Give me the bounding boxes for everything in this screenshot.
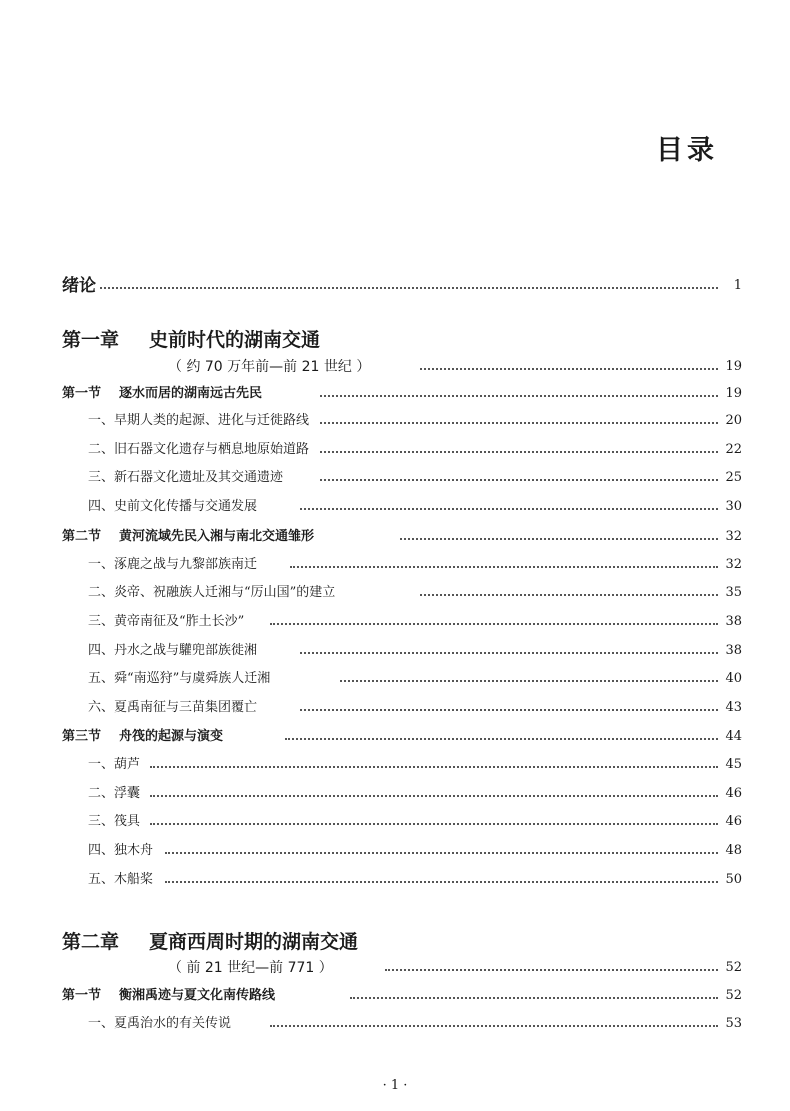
toc-item[interactable] [0, 409, 790, 433]
dot-leader [300, 709, 718, 711]
toc-page-number: 20 [725, 413, 742, 428]
toc-page-number: 38 [725, 643, 742, 658]
toc-item[interactable] [0, 581, 790, 605]
toc-item-label: 四、独木舟 [88, 839, 157, 863]
toc-item[interactable] [0, 438, 790, 462]
toc-page-number: 45 [725, 757, 742, 772]
toc-page-number: 19 [725, 386, 742, 401]
dot-leader [100, 287, 718, 289]
dot-leader [320, 395, 718, 397]
section-number: 第二节 [62, 529, 102, 544]
toc-item-label: 三、黄帝南征及“胙土长沙” [88, 610, 248, 634]
dot-leader [165, 852, 718, 854]
toc-intro-label: 绪论 [62, 274, 100, 298]
toc-section[interactable] [0, 525, 790, 549]
toc-page-number: 22 [725, 442, 742, 457]
toc-chapter-1-subtitle[interactable] [0, 355, 790, 379]
toc-intro[interactable] [0, 274, 790, 298]
toc-item-label: 四、丹水之战与驩兜部族徙湘 [88, 639, 261, 663]
chapter-title: 史前时代的湖南交通 [149, 329, 321, 351]
toc-page-number: 38 [725, 614, 742, 629]
toc-page-number: 30 [725, 499, 742, 514]
toc-item[interactable] [0, 495, 790, 519]
dot-leader [350, 997, 718, 999]
toc-section[interactable] [0, 984, 790, 1008]
chapter-number: 第二章 [62, 931, 120, 953]
dot-leader [320, 422, 718, 424]
chapter-subtitle: （ 约 70 万年前—前 21 世纪 ） [168, 355, 374, 379]
toc-item-label: 五、舜“南巡狩”与虞舜族人迁湘 [88, 667, 274, 691]
toc-item-label: 一、早期人类的起源、进化与迁徙路线 [88, 409, 313, 433]
chapter-heading [62, 930, 362, 954]
toc-page-number: 53 [725, 1016, 742, 1031]
section-title: 逐水而居的湖南远古先民 [119, 386, 263, 401]
toc-item-label: 二、炎帝、祝融族人迁湘与“厉山国”的建立 [88, 581, 339, 605]
chapter-subtitle: （ 前 21 世纪—前 771 ） [168, 956, 337, 980]
dot-leader [270, 623, 718, 625]
toc-page-number: 40 [725, 671, 742, 686]
dot-leader [320, 479, 718, 481]
toc-item[interactable] [0, 667, 790, 691]
toc-item[interactable] [0, 782, 790, 806]
dot-leader [150, 766, 718, 768]
toc-item-label: 三、新石器文化遗址及其交通遗迹 [88, 466, 287, 490]
toc-chapter-2-subtitle[interactable] [0, 956, 790, 980]
chapter-heading [62, 328, 324, 352]
dot-leader [320, 451, 718, 453]
toc-item[interactable] [0, 839, 790, 863]
chapter-title: 夏商西周时期的湖南交通 [149, 931, 359, 953]
dot-leader [150, 823, 718, 825]
toc-item[interactable] [0, 610, 790, 634]
dot-leader [150, 795, 718, 797]
toc-page-number: 25 [725, 470, 742, 485]
toc-item[interactable] [0, 639, 790, 663]
toc-page-number: 52 [725, 988, 742, 1003]
page-title: 目录 [656, 135, 718, 166]
toc-item-label: 五、木船桨 [88, 868, 157, 892]
toc-section[interactable] [0, 382, 790, 406]
toc-item[interactable] [0, 696, 790, 720]
toc-page-number: 50 [725, 872, 742, 887]
toc-item-label: 二、浮囊 [88, 782, 144, 806]
toc-page-number: 19 [725, 359, 742, 374]
toc-page-number: 44 [725, 729, 742, 744]
dot-leader [340, 680, 718, 682]
dot-leader [300, 508, 718, 510]
toc-item-label: 一、夏禹治水的有关传说 [88, 1012, 235, 1036]
toc-item-label: 三、筏具 [88, 810, 144, 834]
dot-leader [400, 538, 718, 540]
dot-leader [300, 652, 718, 654]
toc-item[interactable] [0, 868, 790, 892]
toc-item[interactable] [0, 810, 790, 834]
section-title: 黄河流域先民入湘与南北交通雏形 [119, 529, 315, 544]
toc-item-label: 六、夏禹南征与三苗集团覆亡 [88, 696, 261, 720]
toc-chapter-1[interactable] [0, 328, 790, 352]
dot-leader [420, 368, 718, 370]
page-footer-number: · 1 · [382, 1078, 408, 1093]
toc-item[interactable] [0, 753, 790, 777]
section-number: 第一节 [62, 988, 102, 1003]
section-heading [62, 725, 227, 749]
section-number: 第一节 [62, 386, 102, 401]
toc-item[interactable] [0, 466, 790, 490]
section-heading [62, 382, 266, 406]
toc-item[interactable] [0, 553, 790, 577]
toc-page-number: 32 [725, 529, 742, 544]
section-heading [62, 525, 318, 549]
section-title: 衡湘禹迹与夏文化南传路线 [119, 988, 276, 1003]
chapter-number: 第一章 [62, 329, 120, 351]
toc-item-label: 四、史前文化传播与交通发展 [88, 495, 261, 519]
toc-page-number: 48 [725, 843, 742, 858]
toc-page-number: 46 [725, 786, 742, 801]
toc-page-number: 1 [733, 278, 742, 293]
section-title: 舟筏的起源与演变 [119, 729, 224, 744]
toc-chapter-2[interactable] [0, 930, 790, 954]
toc-item-label: 一、涿鹿之战与九黎部族南迁 [88, 553, 261, 577]
toc-page-number: 46 [725, 814, 742, 829]
toc-item-label: 一、葫芦 [88, 753, 144, 777]
section-heading [62, 984, 279, 1008]
toc-page-number: 35 [725, 585, 742, 600]
dot-leader [165, 881, 718, 883]
dot-leader [285, 738, 718, 740]
dot-leader [385, 969, 718, 971]
dot-leader [420, 594, 718, 596]
toc-item-label: 二、旧石器文化遗存与栖息地原始道路 [88, 438, 313, 462]
toc-item[interactable] [0, 1012, 790, 1036]
dot-leader [290, 566, 718, 568]
section-number: 第三节 [62, 729, 102, 744]
toc-page-number: 52 [725, 960, 742, 975]
toc-section[interactable] [0, 725, 790, 749]
toc-page-number: 43 [725, 700, 742, 715]
toc-page-number: 32 [725, 557, 742, 572]
dot-leader [270, 1025, 718, 1027]
